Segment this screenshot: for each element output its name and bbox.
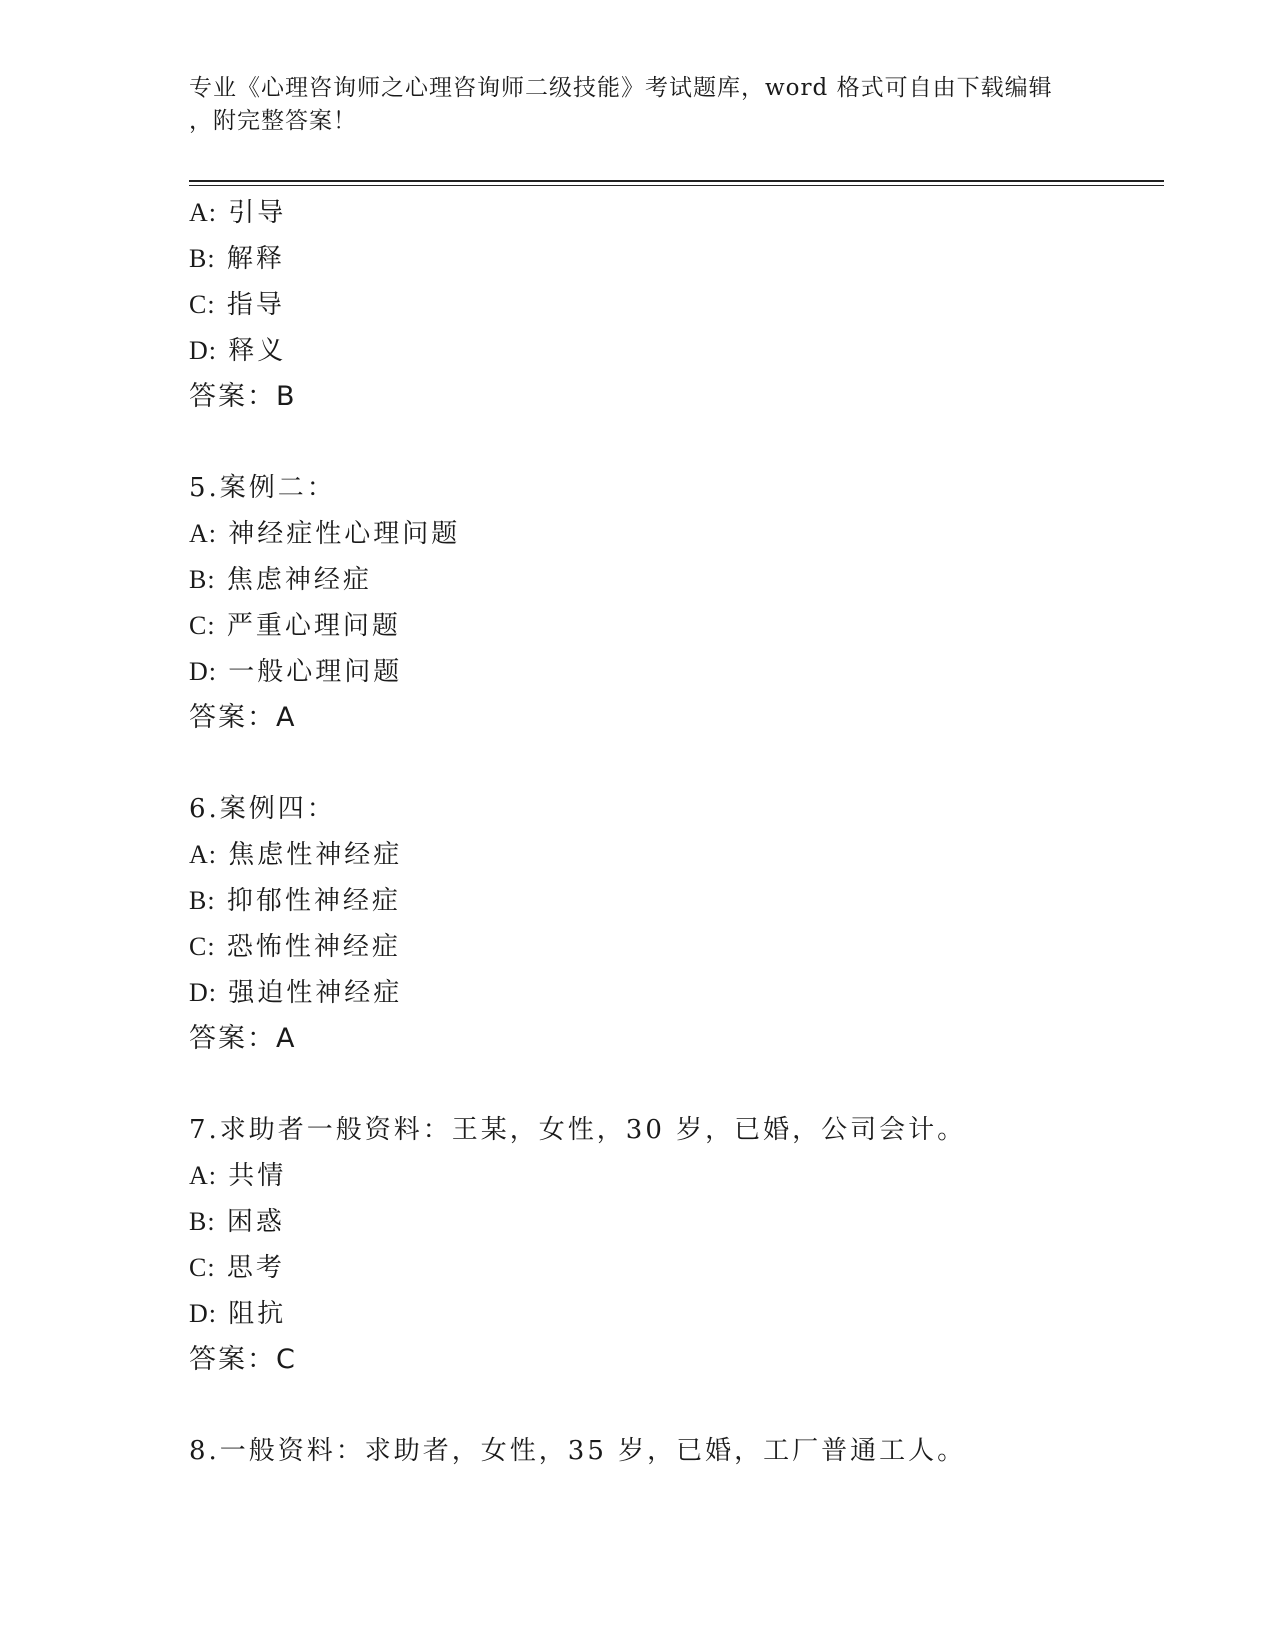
header-line-1: 专业《心理咨询师之心理咨询师二级技能》考试题库，word 格式可自由下载编辑 (189, 75, 1053, 101)
question-block (189, 1428, 1169, 1474)
header-line-2: ，附完整答案！ (189, 108, 357, 134)
answer-label: 答案： (189, 1023, 276, 1054)
option-row (189, 190, 1169, 236)
question-title (189, 1428, 1169, 1474)
answer-value: B (276, 381, 297, 412)
answer-line (189, 374, 1169, 420)
document-header (189, 72, 1089, 138)
option-text: 共情 (228, 1161, 287, 1191)
answer-label: 答案： (189, 702, 276, 733)
question-block (189, 190, 1169, 420)
option-letter: B: (189, 1207, 216, 1236)
option-row (189, 1199, 1169, 1245)
answer-value: C (276, 1344, 297, 1375)
answer-value: A (276, 1023, 297, 1054)
question-block (189, 1107, 1169, 1383)
question-title-text: 5.案例二： (189, 473, 336, 503)
option-letter: D: (189, 336, 217, 365)
option-text: 神经症性心理问题 (228, 519, 461, 549)
option-row (189, 603, 1169, 649)
question-title-text: 8.一般资料：求助者，女性，35 岁，已婚，工厂普通工人。 (189, 1436, 967, 1466)
answer-value: A (276, 702, 297, 733)
option-letter: D: (189, 657, 217, 686)
question-title (189, 786, 1169, 832)
option-letter: B: (189, 886, 216, 915)
option-text: 恐怖性神经症 (226, 932, 401, 962)
option-text: 一般心理问题 (228, 657, 403, 687)
option-text: 焦虑神经症 (226, 565, 372, 595)
question-title (189, 1107, 1169, 1153)
option-letter: C: (189, 1253, 216, 1282)
header-divider-thick (189, 180, 1164, 182)
option-text: 阻抗 (228, 1299, 287, 1329)
answer-line (189, 695, 1169, 741)
option-row (189, 282, 1169, 328)
question-block (189, 786, 1169, 1062)
option-row (189, 878, 1169, 924)
header-divider-thin (189, 185, 1164, 186)
option-row (189, 970, 1169, 1016)
option-row (189, 924, 1169, 970)
option-row (189, 649, 1169, 695)
option-letter: C: (189, 932, 216, 961)
option-row (189, 832, 1169, 878)
option-letter: A: (189, 1161, 217, 1190)
option-letter: C: (189, 290, 216, 319)
option-letter: C: (189, 611, 216, 640)
option-letter: D: (189, 978, 217, 1007)
question-title (189, 465, 1169, 511)
option-text: 强迫性神经症 (228, 978, 403, 1008)
question-title-text: 7.求助者一般资料：王某，女性，30 岁，已婚，公司会计。 (189, 1115, 967, 1145)
option-letter: A: (189, 840, 217, 869)
option-text: 困惑 (226, 1207, 285, 1237)
question-title-text: 6.案例四： (189, 794, 336, 824)
option-text: 引导 (228, 198, 287, 228)
option-row (189, 511, 1169, 557)
option-letter: A: (189, 519, 217, 548)
option-letter: D: (189, 1299, 217, 1328)
option-text: 严重心理问题 (226, 611, 401, 641)
option-row (189, 236, 1169, 282)
answer-line (189, 1016, 1169, 1062)
option-letter: B: (189, 565, 216, 594)
option-row (189, 557, 1169, 603)
option-text: 释义 (228, 336, 287, 366)
question-block (189, 465, 1169, 741)
option-row (189, 328, 1169, 374)
option-row (189, 1153, 1169, 1199)
option-text: 解释 (226, 244, 285, 274)
option-row (189, 1245, 1169, 1291)
question-list (189, 190, 1169, 1474)
option-text: 指导 (226, 290, 285, 320)
option-letter: A: (189, 198, 217, 227)
option-text: 思考 (226, 1253, 285, 1283)
answer-label: 答案： (189, 1344, 276, 1375)
option-row (189, 1291, 1169, 1337)
answer-line (189, 1337, 1169, 1383)
option-text: 抑郁性神经症 (226, 886, 401, 916)
option-letter: B: (189, 244, 216, 273)
answer-label: 答案： (189, 381, 276, 412)
option-text: 焦虑性神经症 (228, 840, 403, 870)
